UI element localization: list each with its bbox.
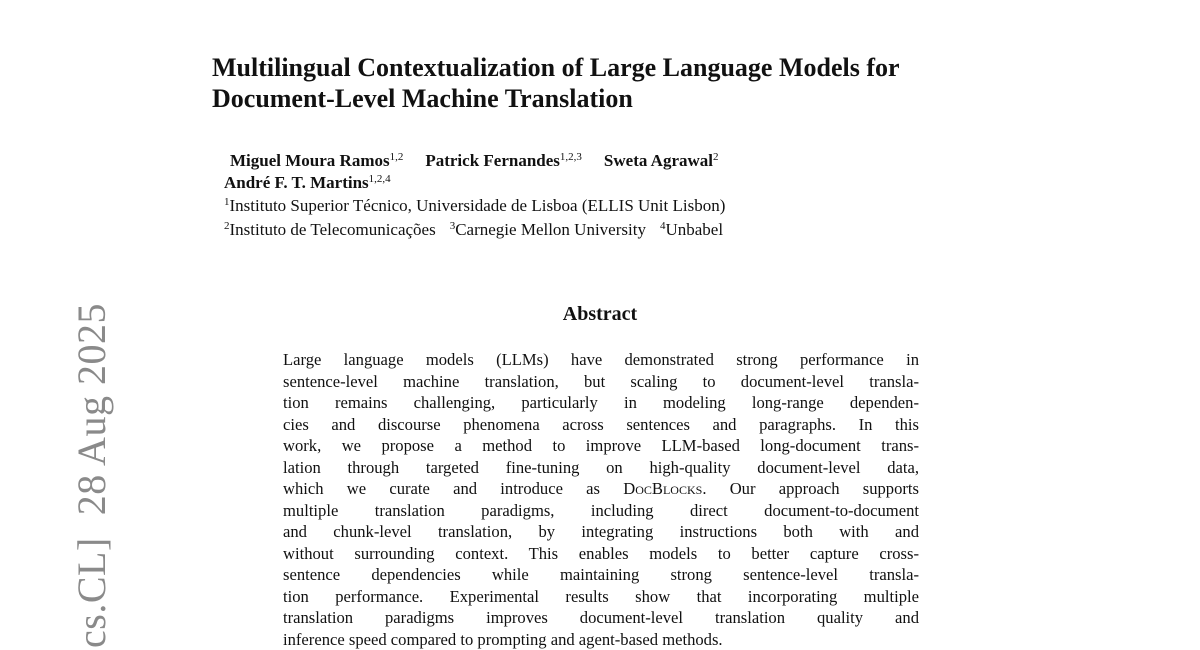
abstract-line: sentence-level machine translation, but scaling to document-level transla- — [283, 371, 919, 393]
abstract-line: without surrounding context. This enables models to better capture cross- — [283, 543, 919, 565]
author-line-1 — [224, 150, 984, 172]
affiliation-line-1 — [224, 194, 984, 218]
author-name: Miguel Moura Ramos$^{1,2}$ — [230, 150, 403, 172]
title-line-1: Multilingual Contextualization of Large Language Models for — [212, 53, 900, 82]
abstract-line: tion performance. Experimental results show that incorporating multiple — [283, 586, 919, 608]
abstract-line-with-dataset: which we curate and introduce as DocBlocks. Our approach supports — [283, 478, 919, 500]
affiliation: $^2$Instituto de Telecomunicações — [224, 220, 436, 239]
affiliation-line-2 — [224, 218, 984, 242]
affiliation: $^1$Instituto Superior Técnico, Universidade de Lisboa (ELLIS Unit Lisbon) — [224, 196, 725, 215]
dataset-name: DocBlocks — [623, 479, 702, 498]
author-name: Sweta Agrawal$^2$ — [604, 150, 719, 172]
abstract-line: lation through targeted fine-tuning on high-quality document-level data, — [283, 457, 919, 479]
abstract-line: Large language models (LLMs) have demonstrated strong performance in — [283, 349, 919, 371]
abstract-line: translation paradigms improves document-level translation quality and — [283, 607, 919, 629]
abstract-line: sentence dependencies while maintaining strong sentence-level transla- — [283, 564, 919, 586]
arxiv-side-stamp — [72, 303, 112, 648]
arxiv-date: 28 Aug 2025 — [72, 303, 112, 515]
author-line-2 — [224, 172, 984, 194]
paper-title — [212, 52, 1072, 114]
affiliation: $^4$Unbabel — [660, 220, 723, 239]
abstract-line: inference speed compared to prompting and agent-based methods. — [283, 629, 919, 650]
abstract-body — [283, 349, 919, 650]
abstract-line: cies and discourse phenomena across sentences and paragraphs. In this — [283, 414, 919, 436]
abstract-line: tion remains challenging, particularly in modeling long-range dependen- — [283, 392, 919, 414]
title-line-2: Document-Level Machine Translation — [212, 84, 633, 113]
arxiv-category: cs.CL] — [72, 537, 112, 648]
author-name: André F. T. Martins$^{1,2,4}$ — [224, 172, 391, 194]
affiliation: $^3$Carnegie Mellon University — [450, 220, 646, 239]
abstract-line: work, we propose a method to improve LLM-based long-document trans- — [283, 435, 919, 457]
author-name: Patrick Fernandes$^{1,2,3}$ — [425, 150, 582, 172]
author-block — [224, 150, 984, 242]
abstract-heading: Abstract — [0, 301, 1200, 327]
abstract-line: multiple translation paradigms, including direct document-to-document — [283, 500, 919, 522]
abstract-line: and chunk-level translation, by integrating instructions both with and — [283, 521, 919, 543]
